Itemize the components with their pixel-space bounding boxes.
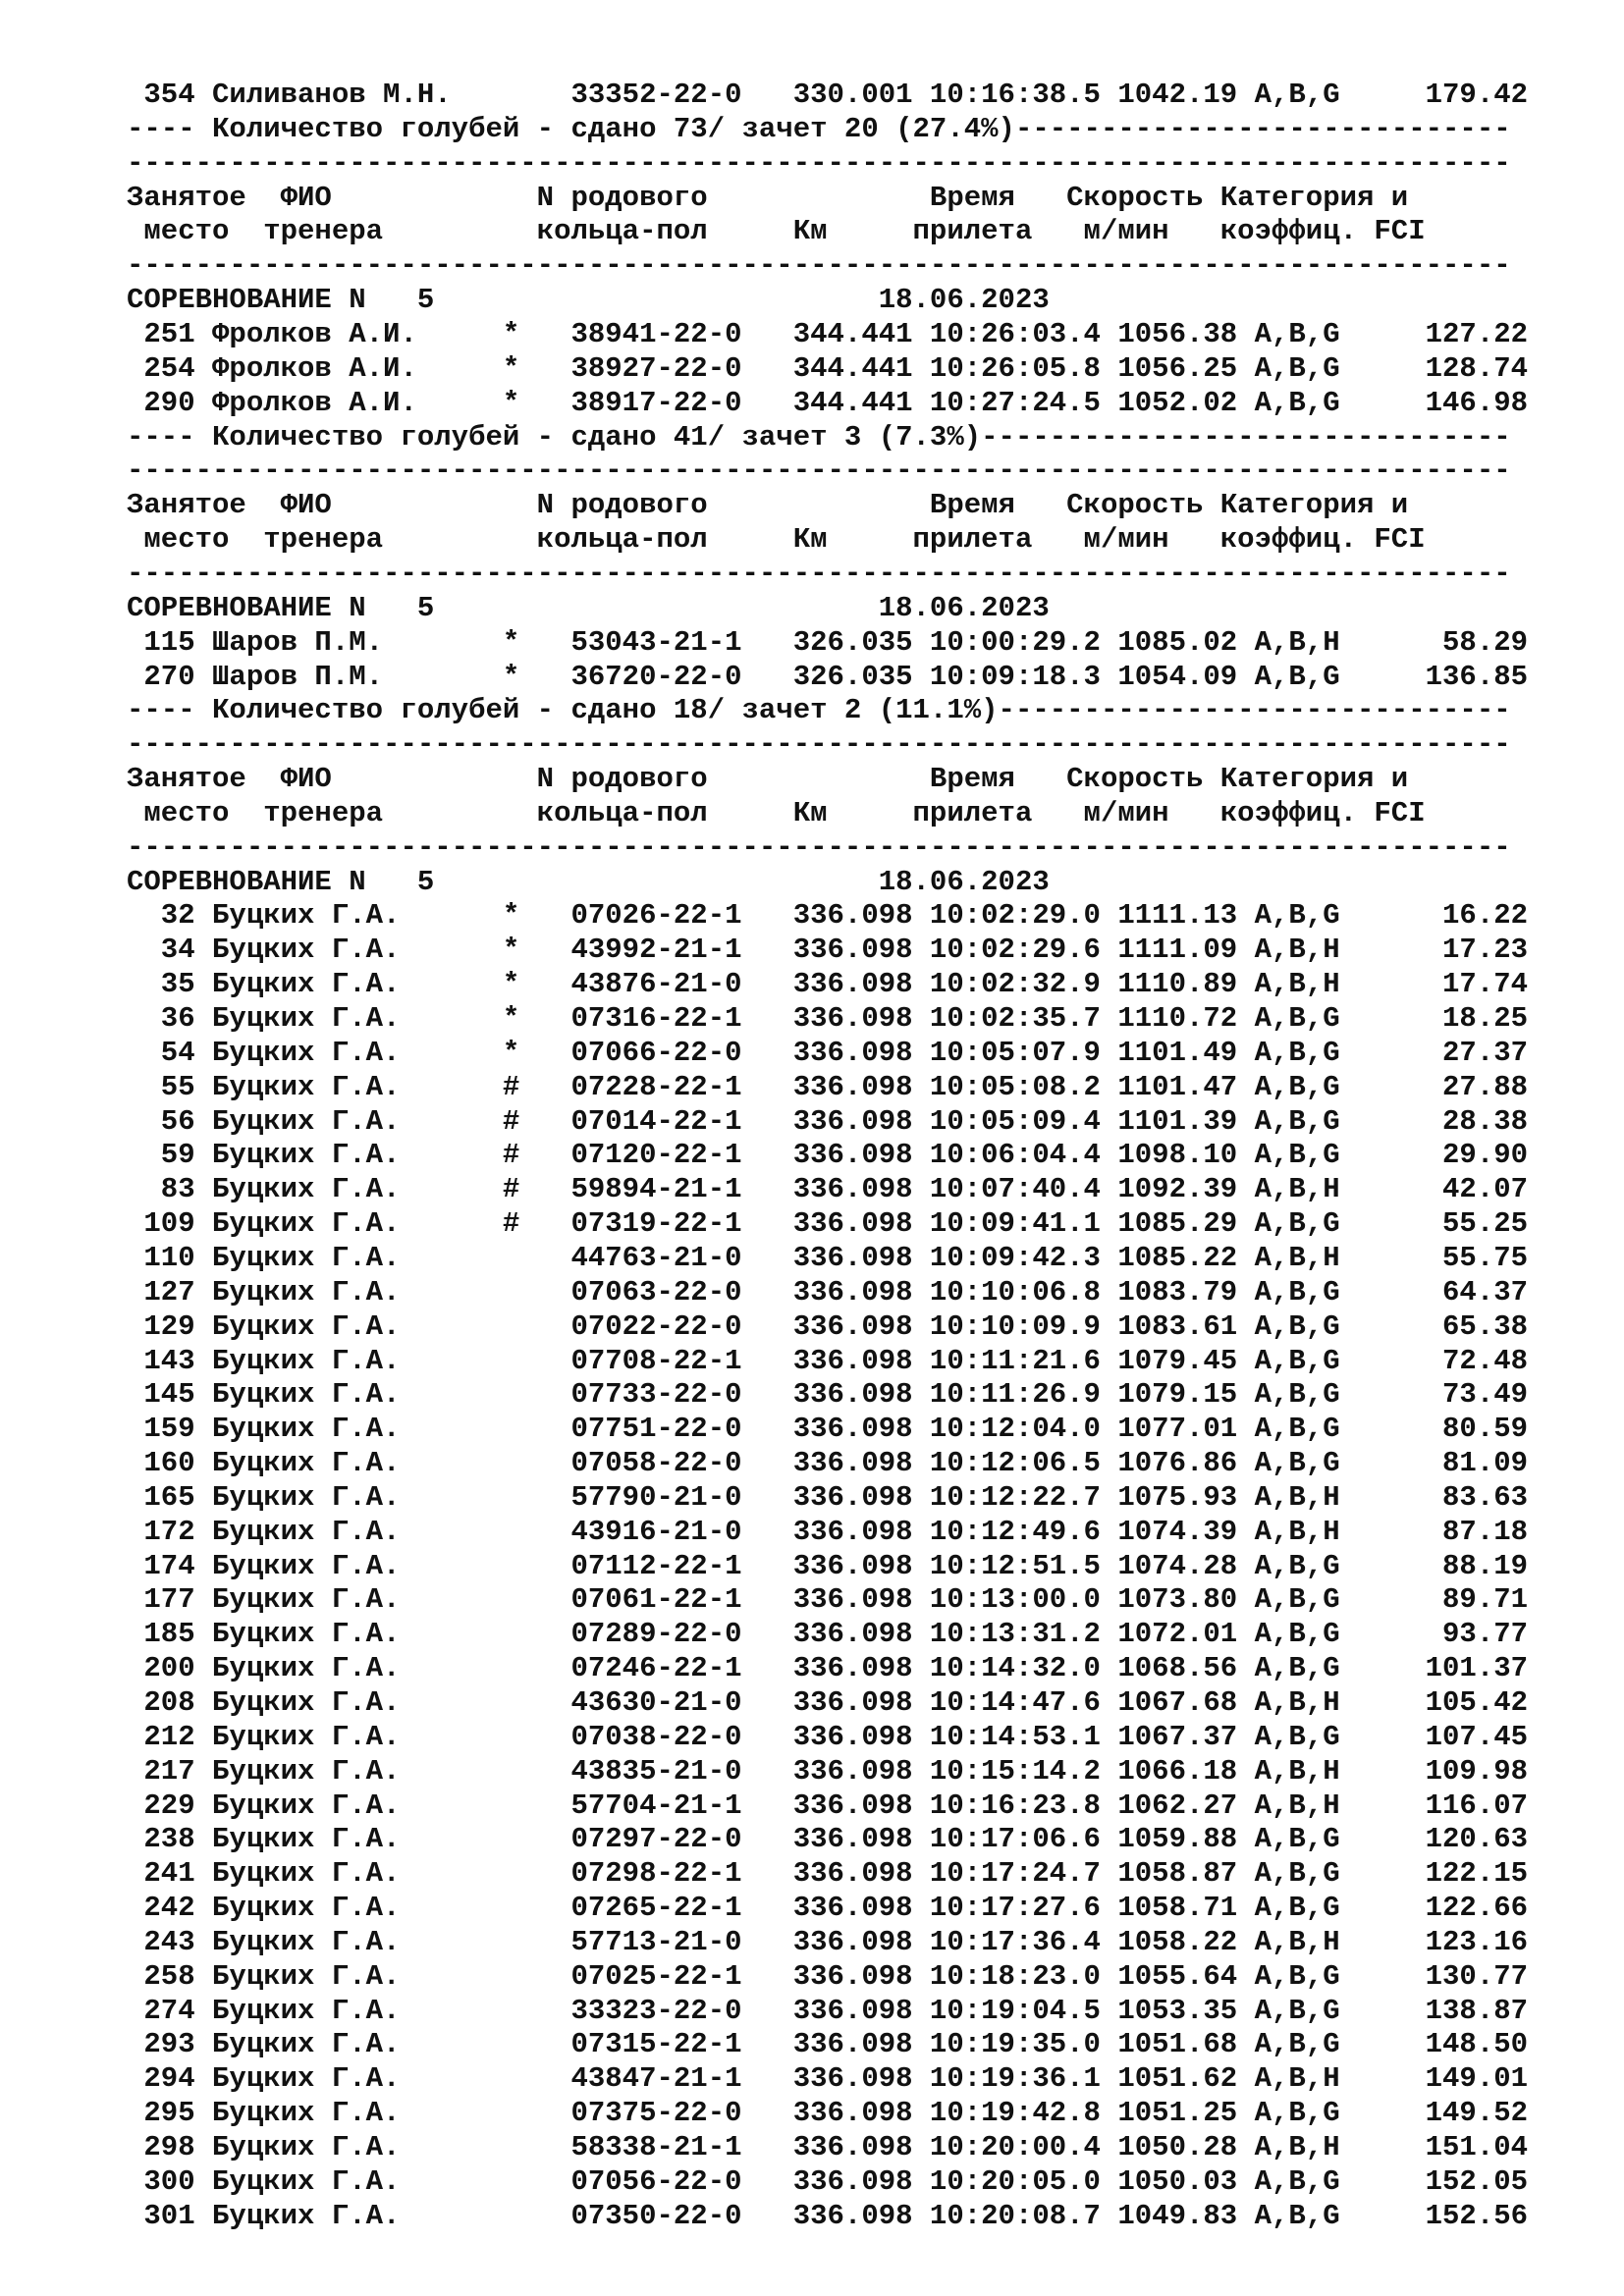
result-row: 294 Буцких Г.А. 43847-21-1 336.098 10:19:36.1 1051.62 A,B,H 149.01	[127, 2062, 1529, 2096]
result-row: 243 Буцких Г.А. 57713-21-0 336.098 10:17:36.4 1058.22 A,B,H 123.16	[127, 1925, 1529, 1958]
result-row: 143 Буцких Г.А. 07708-22-1 336.098 10:11:21.6 1079.45 A,B,G 72.48	[127, 1344, 1529, 1377]
summary-line: ---- Количество голубей - сдано 73/ зачет 20 (27.4%)-----------------------------	[127, 112, 1511, 145]
column-header-line: Занятое ФИО N родового Время Скорость Категория и	[127, 763, 1409, 795]
result-row: 185 Буцких Г.А. 07289-22-0 336.098 10:13:31.2 1072.01 A,B,G 93.77	[127, 1618, 1529, 1651]
result-row: 254 Фролков А.И. * 38927-22-0 344.441 10:26:05.8 1056.25 A,B,G 128.74	[127, 351, 1529, 385]
column-header-line: место тренера кольца-пол Км прилета м/мин коэффиц. FCI	[127, 796, 1426, 829]
result-row: 129 Буцких Г.А. 07022-22-0 336.098 10:10:09.9 1083.61 A,B,G 65.38	[127, 1309, 1529, 1343]
result-row: 300 Буцких Г.А. 07056-22-0 336.098 10:20:05.0 1050.03 A,B,G 152.05	[127, 2164, 1529, 2198]
result-row: 251 Фролков А.И. * 38941-22-0 344.441 10:26:03.4 1056.38 A,B,G 127.22	[127, 318, 1529, 350]
result-row: 165 Буцких Г.А. 57790-21-0 336.098 10:12:22.7 1075.93 A,B,H 83.63	[127, 1480, 1529, 1514]
column-header-line: место тренера кольца-пол Км прилета м/мин коэффиц. FCI	[127, 523, 1426, 556]
result-row: 177 Буцких Г.А. 07061-22-1 336.098 10:13:00.0 1073.80 A,B,G 89.71	[127, 1583, 1529, 1617]
result-row: 32 Буцких Г.А. * 07026-22-1 336.098 10:02:29.0 1111.13 A,B,G 16.22	[127, 899, 1529, 933]
column-header-line: Занятое ФИО N родового Время Скорость Категория и	[127, 489, 1409, 522]
result-row: 59 Буцких Г.А. # 07120-22-1 336.098 10:06:04.4 1098.10 A,B,G 29.90	[127, 1139, 1529, 1172]
competition-header-line: СОРЕВНОВАНИЕ N 5 18.06.2023	[127, 591, 1050, 624]
result-row: 36 Буцких Г.А. * 07316-22-1 336.098 10:02:35.7 1110.72 A,B,G 18.25	[127, 1002, 1529, 1035]
result-row: 229 Буцких Г.А. 57704-21-1 336.098 10:16:23.8 1062.27 A,B,H 116.07	[127, 1789, 1529, 1822]
result-row: 110 Буцких Г.А. 44763-21-0 336.098 10:09:42.3 1085.22 A,B,H 55.75	[127, 1241, 1529, 1274]
separator-line: ---------------------------------------------------------------------------------	[127, 454, 1511, 488]
result-row: 295 Буцких Г.А. 07375-22-0 336.098 10:19:42.8 1051.25 A,B,G 149.52	[127, 2097, 1529, 2130]
result-row: 160 Буцких Г.А. 07058-22-0 336.098 10:12:06.5 1076.86 A,B,G 81.09	[127, 1447, 1529, 1479]
result-row: 159 Буцких Г.А. 07751-22-0 336.098 10:12:04.0 1077.01 A,B,G 80.59	[127, 1413, 1529, 1446]
result-row: 200 Буцких Г.А. 07246-22-1 336.098 10:14:32.0 1068.56 A,B,G 101.37	[127, 1652, 1529, 1685]
result-row: 212 Буцких Г.А. 07038-22-0 336.098 10:14:53.1 1067.37 A,B,G 107.45	[127, 1720, 1529, 1753]
result-row: 83 Буцких Г.А. # 59894-21-1 336.098 10:07:40.4 1092.39 A,B,H 42.07	[127, 1173, 1529, 1206]
separator-line: ---------------------------------------------------------------------------------	[127, 557, 1511, 590]
result-row: 298 Буцких Г.А. 58338-21-1 336.098 10:20:00.4 1050.28 A,B,H 151.04	[127, 2131, 1529, 2163]
result-row: 274 Буцких Г.А. 33323-22-0 336.098 10:19:04.5 1053.35 A,B,G 138.87	[127, 1994, 1529, 2027]
result-row: 172 Буцких Г.А. 43916-21-0 336.098 10:12:49.6 1074.39 A,B,H 87.18	[127, 1515, 1529, 1548]
result-row: 290 Фролков А.И. * 38917-22-0 344.441 10:27:24.5 1052.02 A,B,G 146.98	[127, 386, 1529, 419]
result-row: 34 Буцких Г.А. * 43992-21-1 336.098 10:02:29.6 1111.09 A,B,H 17.23	[127, 934, 1529, 967]
result-row: 242 Буцких Г.А. 07265-22-1 336.098 10:17:27.6 1058.71 A,B,G 122.66	[127, 1892, 1529, 1925]
result-row: 35 Буцких Г.А. * 43876-21-0 336.098 10:02:32.9 1110.89 A,B,H 17.74	[127, 968, 1529, 1001]
result-row: 54 Буцких Г.А. * 07066-22-0 336.098 10:05:07.9 1101.49 A,B,G 27.37	[127, 1036, 1529, 1069]
result-row: 241 Буцких Г.А. 07298-22-1 336.098 10:17:24.7 1058.87 A,B,G 122.15	[127, 1857, 1529, 1891]
competition-header-line: СОРЕВНОВАНИЕ N 5 18.06.2023	[127, 284, 1050, 317]
result-row: 354 Силиванов М.Н. 33352-22-0 330.001 10:16:38.5 1042.19 A,B,G 179.42	[127, 79, 1529, 111]
result-row: 301 Буцких Г.А. 07350-22-0 336.098 10:20:08.7 1049.83 A,B,G 152.56	[127, 2199, 1529, 2232]
result-row: 174 Буцких Г.А. 07112-22-1 336.098 10:12:51.5 1074.28 A,B,G 88.19	[127, 1549, 1529, 1582]
result-row: 56 Буцких Г.А. # 07014-22-1 336.098 10:05:09.4 1101.39 A,B,G 28.38	[127, 1104, 1529, 1138]
separator-line: ---------------------------------------------------------------------------------	[127, 728, 1511, 762]
result-row: 145 Буцких Г.А. 07733-22-0 336.098 10:11:26.9 1079.15 A,B,G 73.49	[127, 1378, 1529, 1412]
summary-line: ---- Количество голубей - сдано 41/ зачет 3 (7.3%)-------------------------------	[127, 420, 1511, 454]
result-row: 208 Буцких Г.А. 43630-21-0 336.098 10:14:47.6 1067.68 A,B,H 105.42	[127, 1686, 1529, 1719]
result-row: 115 Шаров П.М. * 53043-21-1 326.035 10:00:29.2 1085.02 A,B,H 58.29	[127, 625, 1529, 659]
column-header-line: Занятое ФИО N родового Время Скорость Категория и	[127, 181, 1409, 214]
result-row: 127 Буцких Г.А. 07063-22-0 336.098 10:10:06.8 1083.79 A,B,G 64.37	[127, 1275, 1529, 1308]
column-header-line: место тренера кольца-пол Км прилета м/мин коэффиц. FCI	[127, 215, 1426, 248]
summary-line: ---- Количество голубей - сдано 18/ зачет 2 (11.1%)------------------------------	[127, 694, 1511, 727]
result-row: 238 Буцких Г.А. 07297-22-0 336.098 10:17:06.6 1059.88 A,B,G 120.63	[127, 1823, 1529, 1856]
result-row: 270 Шаров П.М. * 36720-22-0 326.035 10:09:18.3 1054.09 A,B,G 136.85	[127, 660, 1529, 693]
result-row: 109 Буцких Г.А. # 07319-22-1 336.098 10:09:41.1 1085.29 A,B,G 55.25	[127, 1207, 1529, 1240]
competition-header-line: СОРЕВНОВАНИЕ N 5 18.06.2023	[127, 865, 1050, 898]
result-row: 217 Буцких Г.А. 43835-21-0 336.098 10:15:14.2 1066.18 A,B,H 109.98	[127, 1754, 1529, 1788]
separator-line: ---------------------------------------------------------------------------------	[127, 146, 1511, 180]
separator-line: ---------------------------------------------------------------------------------	[127, 830, 1511, 864]
result-row: 258 Буцких Г.А. 07025-22-1 336.098 10:18:23.0 1055.64 A,B,G 130.77	[127, 1959, 1529, 1993]
result-row: 293 Буцких Г.А. 07315-22-1 336.098 10:19:35.0 1051.68 A,B,G 148.50	[127, 2028, 1529, 2061]
result-row: 55 Буцких Г.А. # 07228-22-1 336.098 10:05:08.2 1101.47 A,B,G 27.88	[127, 1070, 1529, 1103]
separator-line: ---------------------------------------------------------------------------------	[127, 249, 1511, 283]
